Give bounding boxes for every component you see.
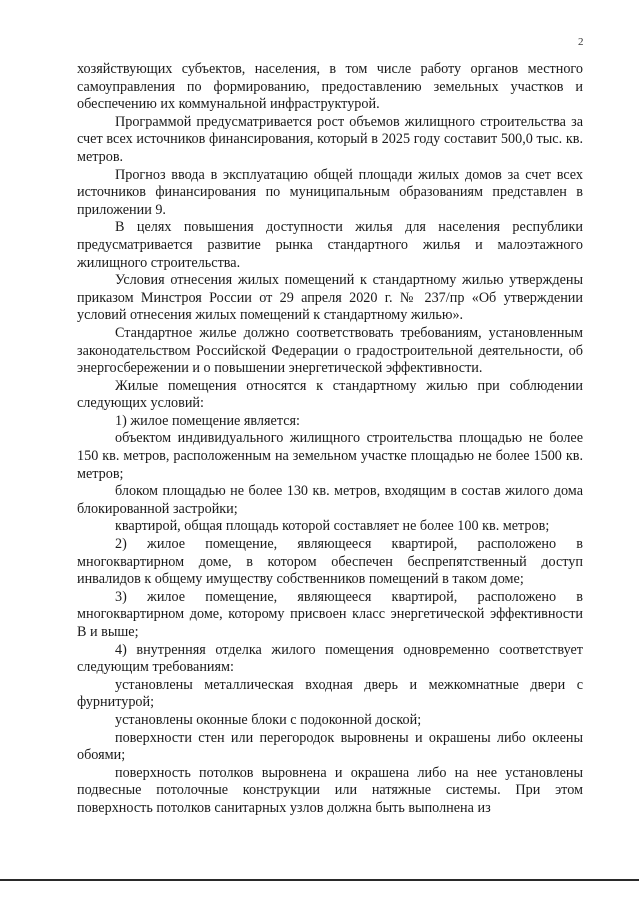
list-item: 1) жилое помещение является: <box>115 412 300 429</box>
paragraph: хозяйствующих субъектов, населения, в том числе работу органов местного самоуправления по формированию, предоставлению земельных участков и обеспечению их коммунальной инфраструктурой. <box>77 61 583 113</box>
paragraph: Стандартное жилье должно соответствовать требованиям, установленным законодательством Российской Федерации о градостроительной деятельности, об энергосбережении и о повышении энергетической эффективности. <box>77 324 583 377</box>
paragraph: Прогноз ввода в эксплуатацию общей площади жилых домов за счет всех источников финансирования по муниципальным образованиям представлен в приложении 9. <box>77 166 583 218</box>
list-item: поверхность потолков выровнена и окрашена либо на нее установлены подвесные потолочные конструкции или натяжные системы. При этом поверхность потолков санитарных узлов должна быть выполнена из <box>77 764 583 816</box>
paragraph: Условия отнесения жилых помещений к стандартному жилью утверждены приказом Минстроя России от 29 апреля 2020 г. № 237/пр «Об утверждении условий отнесения жилых помещений к стандартному жилью». <box>77 272 583 324</box>
bottom-scan-edge <box>0 879 639 881</box>
page-number: 2 <box>578 36 584 48</box>
list-item: объектом индивидуального жилищного строительства площадью не более 150 кв. метров, расположенным на земельном участке площадью не более 1500 кв. метров; <box>77 430 583 482</box>
paragraph: Жилые помещения относятся к стандартному жилью при соблюдении следующих условий: <box>77 377 583 412</box>
list-item: 3) жилое помещение, являющееся квартирой, расположено в многоквартирном доме, которому присвоен класс энергетической эффективности B и выше; <box>77 588 583 640</box>
paragraph: В целях повышения доступности жилья для населения республики предусматривается развитие рынка стандартного жилья и малоэтажного жилищного строительства. <box>77 219 583 271</box>
list-item: блоком площадью не более 130 кв. метров, входящим в состав жилого дома блокированной застройки; <box>77 483 583 517</box>
list-item: установлены оконные блоки с подоконной доской; <box>115 711 422 728</box>
list-item: поверхности стен или перегородок выровнены и окрашены либо оклеены обоями; <box>77 729 583 764</box>
list-item: 4) внутренняя отделка жилого помещения одновременно соответствует следующим требованиям: <box>77 641 583 676</box>
document-body <box>77 61 583 818</box>
list-item: установлены металлическая входная дверь и межкомнатные двери с фурнитурой; <box>77 676 583 711</box>
list-item: 2) жилое помещение, являющееся квартирой, расположено в многоквартирном доме, в котором обеспечен беспрепятственный доступ инвалидов к общему имуществу собственников помещений в таком доме; <box>77 536 583 588</box>
paragraph: Программой предусматривается рост объемов жилищного строительства за счет всех источников финансирования, который в 2025 году составит 500,0 тыс. кв. метров. <box>77 113 583 165</box>
list-item: квартирой, общая площадь которой составляет не более 100 кв. метров; <box>115 518 550 535</box>
